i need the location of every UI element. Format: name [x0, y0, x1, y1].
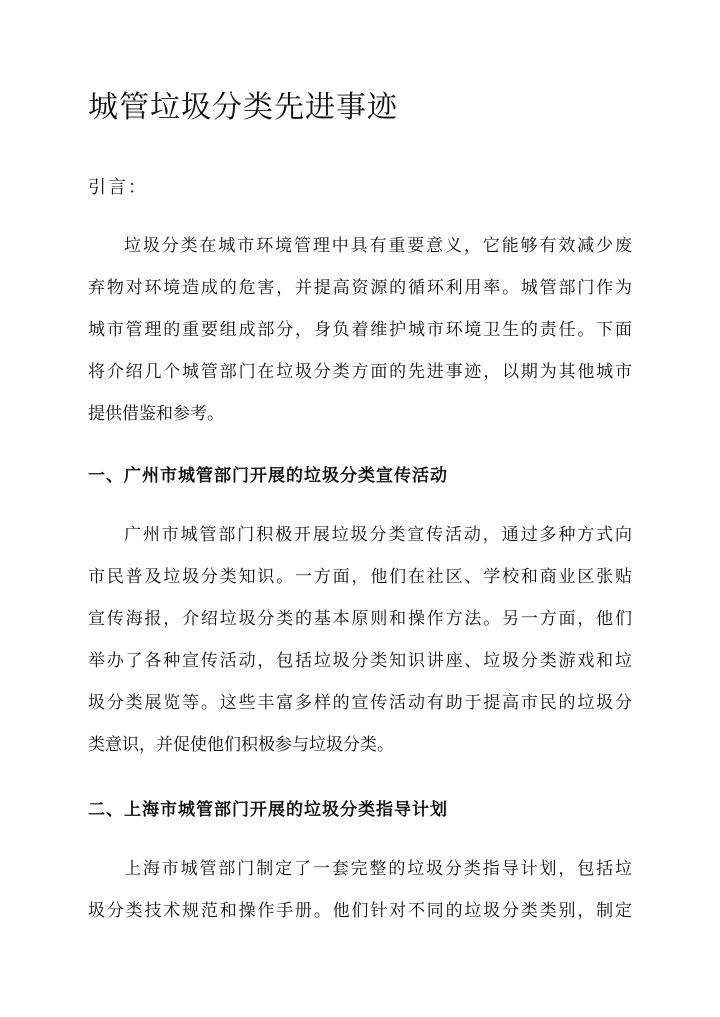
paragraph-line: 类意识，并促使他们积极参与垃圾分类。	[88, 735, 394, 755]
paragraph-line: 宣传海报，介绍垃圾分类的基本原则和操作方法。另一方面，他们	[88, 609, 632, 629]
document-title: 城管垃圾分类先进事迹	[88, 90, 398, 125]
intro-paragraph	[88, 225, 632, 435]
section-2-paragraph	[88, 848, 632, 932]
paragraph-line: 圾分类技术规范和操作手册。他们针对不同的垃圾分类类别，制定	[88, 901, 632, 921]
paragraph-line: 市民普及垃圾分类知识。一方面，他们在社区、学校和商业区张贴	[88, 567, 632, 587]
paragraph-line: 提供借鉴和参考。	[88, 404, 224, 424]
paragraph-line: 广州市城管部门积极开展垃圾分类宣传活动，通过多种方式向	[124, 525, 632, 545]
paragraph-line: 圾分类展览等。这些丰富多样的宣传活动有助于提高市民的垃圾分	[88, 693, 632, 713]
section-2-heading: 二、上海市城管部门开展的垃圾分类指导计划	[88, 800, 448, 820]
paragraph-line: 弃物对环境造成的危害，并提高资源的循环利用率。城管部门作为	[88, 278, 632, 298]
section-1-heading: 一、广州市城管部门开展的垃圾分类宣传活动	[88, 466, 448, 486]
intro-label: 引言：	[88, 177, 148, 198]
section-1-paragraph	[88, 514, 632, 766]
paragraph-line: 将介绍几个城管部门在垃圾分类方面的先进事迹，以期为其他城市	[88, 362, 632, 382]
paragraph-line: 上海市城管部门制定了一套完整的垃圾分类指导计划，包括垃	[124, 859, 632, 879]
paragraph-line: 垃圾分类在城市环境管理中具有重要意义，它能够有效减少废	[124, 236, 632, 256]
paragraph-line: 举办了各种宣传活动，包括垃圾分类知识讲座、垃圾分类游戏和垃	[88, 651, 632, 671]
paragraph-line: 城市管理的重要组成部分，身负着维护城市环境卫生的责任。下面	[88, 320, 632, 340]
